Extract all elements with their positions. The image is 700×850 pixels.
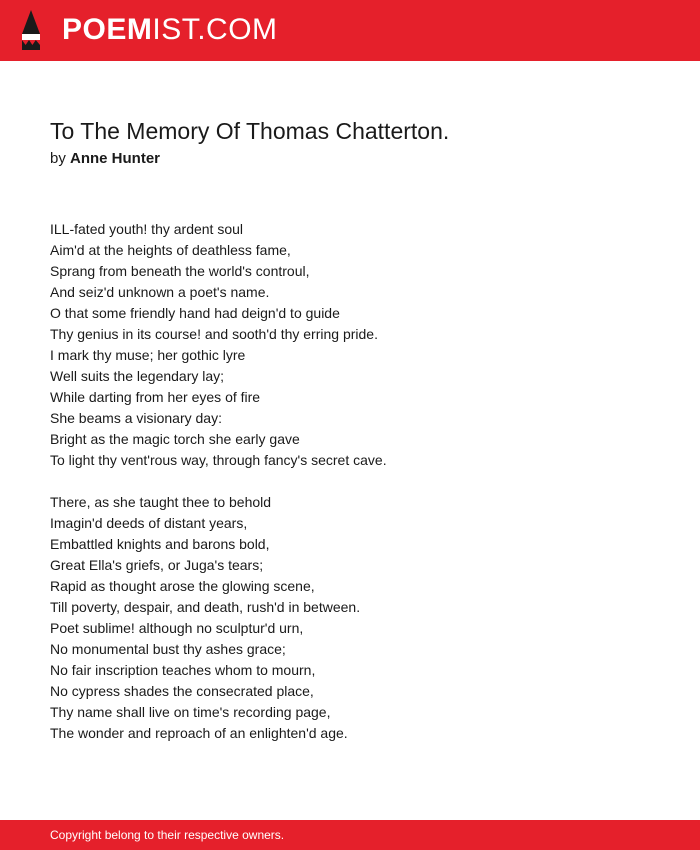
poem-line: She beams a visionary day:	[50, 410, 222, 426]
site-logo[interactable]	[62, 13, 278, 47]
poem-title: To The Memory Of Thomas Chatterton.	[50, 118, 450, 144]
by-label: by	[50, 150, 66, 167]
poem-line: No fair inscription teaches whom to mourn,	[50, 662, 316, 678]
poem-stanza	[50, 492, 650, 744]
site-footer	[0, 820, 700, 850]
poem-line: Aim'd at the heights of deathless fame,	[50, 242, 291, 258]
poem-line: No monumental bust thy ashes grace;	[50, 641, 286, 657]
poem-line: Great Ella's griefs, or Juga's tears;	[50, 557, 264, 573]
poem-line: Well suits the legendary lay;	[50, 368, 225, 384]
poem-line: And seiz'd unknown a poet's name.	[50, 284, 270, 300]
poem-line: Embattled knights and barons bold,	[50, 536, 270, 552]
poem-line: No cypress shades the consecrated place,	[50, 683, 314, 699]
poem-line: Thy genius in its course! and sooth'd thy erring pride.	[50, 326, 378, 342]
poem-line: The wonder and reproach of an enlighten'd age.	[50, 725, 348, 741]
poem-line: Till poverty, despair, and death, rush'd in between.	[50, 599, 361, 615]
logo-bold-text: POEM	[62, 13, 153, 46]
poem-line: While darting from her eyes of fire	[50, 389, 261, 405]
poem-stanza	[50, 219, 650, 471]
poem-line: Bright as the magic torch she early gave	[50, 431, 300, 447]
poem-line: ILL-fated youth! thy ardent soul	[50, 221, 244, 237]
logo-light-text: IST.COM	[152, 13, 278, 46]
poem-body	[50, 219, 650, 765]
poem-line: There, as she taught thee to behold	[50, 494, 272, 510]
poem-line: Poet sublime! although no sculptur'd urn,	[50, 620, 304, 636]
poem-line: O that some friendly hand had deign'd to guide	[50, 305, 340, 321]
byline	[50, 149, 160, 169]
poem-line: To light thy vent'rous way, through fancy's secret cave.	[50, 452, 387, 468]
poem-line: I mark thy muse; her gothic lyre	[50, 347, 246, 363]
poem-line: Rapid as thought arose the glowing scene,	[50, 578, 315, 594]
site-header	[0, 0, 700, 61]
pen-nib-icon[interactable]	[18, 9, 44, 51]
poem-line: Thy name shall live on time's recording page,	[50, 704, 331, 720]
author-name[interactable]: Anne Hunter	[70, 150, 161, 167]
poem-line: Sprang from beneath the world's controul,	[50, 263, 310, 279]
poem-line: Imagin'd deeds of distant years,	[50, 515, 248, 531]
copyright-notice: Copyright belong to their respective owners.	[50, 828, 285, 842]
